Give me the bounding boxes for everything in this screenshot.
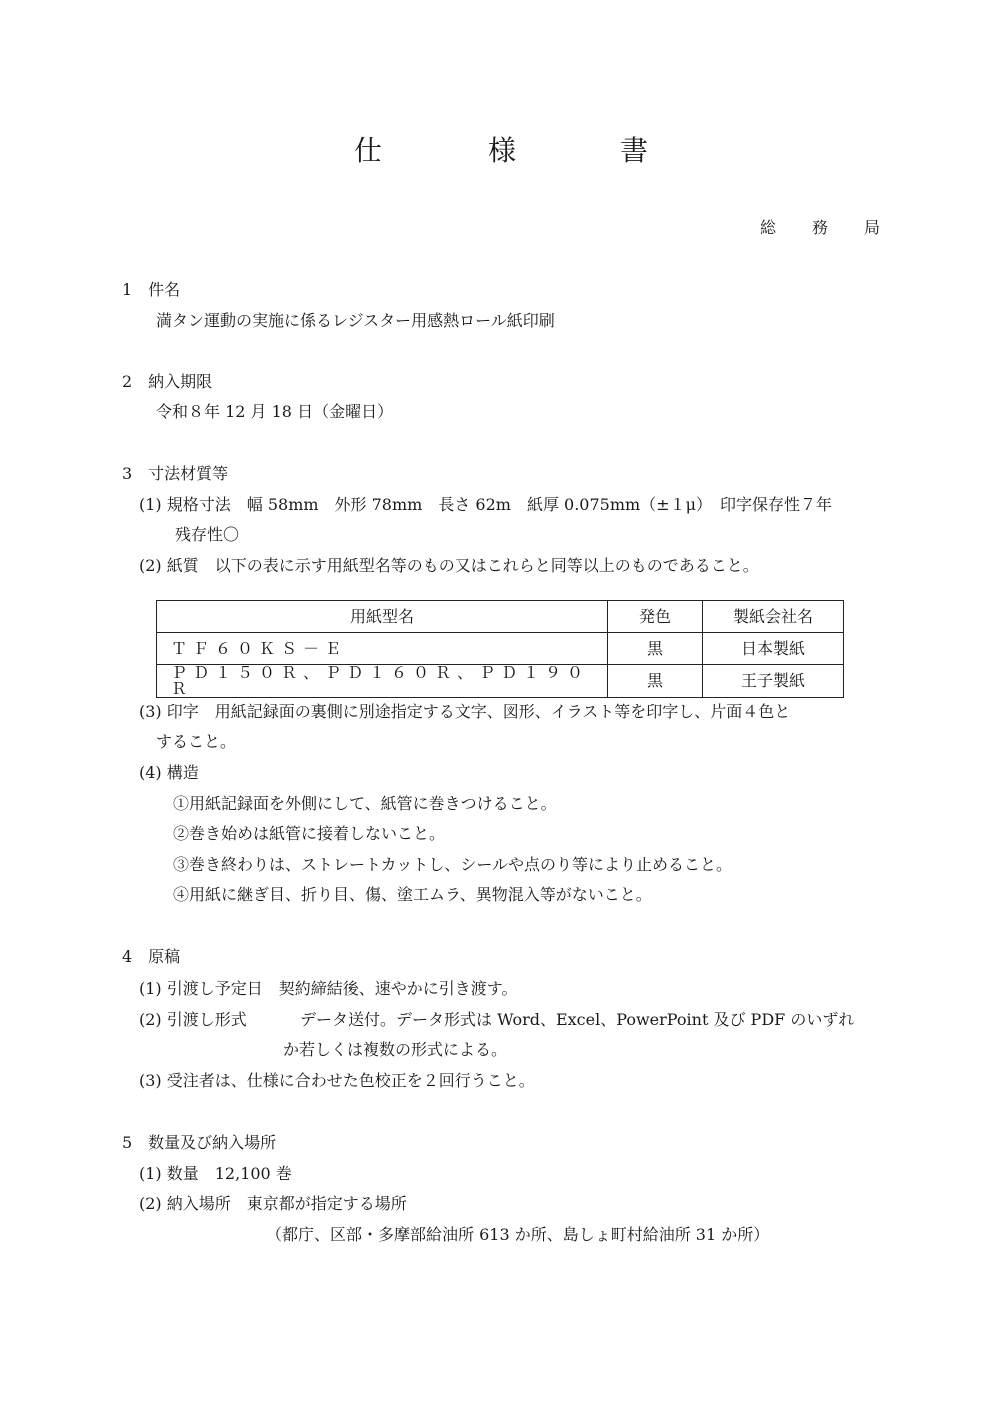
department-char: 務 xyxy=(812,218,829,237)
section-4-item-2: データ送付。データ形式は Word、Excel、PowerPoint 及び PDF のいずれ xyxy=(300,1010,855,1029)
paper-spec-table xyxy=(156,600,844,698)
table-cell: 黒 xyxy=(608,665,703,698)
section-3-item-2: (2) 紙質 以下の表に示す用紙型名等のもの又はこれらと同等以上のものであること。 xyxy=(139,556,759,575)
section-3-item-1: (1) 規格寸法 幅 58mm 外形 78mm 長さ 62m 紙厚 0.075mm（±１μ） 印字保存性７年 xyxy=(139,495,832,514)
section-5-item-1: (1) 数量 12,100 巻 xyxy=(139,1164,292,1183)
section-5-heading: 5 数量及び納入場所 xyxy=(122,1133,277,1152)
table-header-cell: 製紙会社名 xyxy=(703,601,844,633)
section-3-item-3-cont: すること。 xyxy=(156,732,237,751)
table-header-cell: 発色 xyxy=(608,601,703,633)
section-3-item-1-cont: 残存性〇 xyxy=(175,525,240,544)
list-item: ④用紙に継ぎ目、折り目、傷、塗工ムラ、異物混入等がないこと。 xyxy=(173,885,652,904)
title-char: 様 xyxy=(488,134,517,167)
department-char: 局 xyxy=(864,218,881,237)
title-char: 書 xyxy=(620,134,649,167)
section-1-body: 満タン運動の実施に係るレジスター用感熱ロール紙印刷 xyxy=(156,311,555,330)
section-5-item-2: (2) 納入場所 東京都が指定する場所 xyxy=(139,1194,407,1213)
table-cell: 黒 xyxy=(608,633,703,665)
table-row xyxy=(157,665,844,698)
section-3-item-4-heading: (4) 構造 xyxy=(139,763,199,782)
table-cell: 王子製紙 xyxy=(703,665,844,698)
table-cell: ＴＦ６０ＫＳ－Ｅ xyxy=(157,633,608,665)
table-cell: 日本製紙 xyxy=(703,633,844,665)
section-4-item-2-label: (2) 引渡し形式 xyxy=(139,1010,247,1029)
list-item: ③巻き終わりは、ストレートカットし、シールや点のり等により止めること。 xyxy=(173,855,733,874)
department-char: 総 xyxy=(760,218,777,237)
list-item: ①用紙記録面を外側にして、紙管に巻きつけること。 xyxy=(173,794,557,813)
list-item: ②巻き始めは紙管に接着しないこと。 xyxy=(173,824,446,843)
section-2-heading: 2 納入期限 xyxy=(122,372,213,391)
title-char: 仕 xyxy=(354,134,383,167)
table-row xyxy=(157,633,844,665)
table-cell: ＰＤ１５０Ｒ、ＰＤ１６０Ｒ、ＰＤ１９０Ｒ xyxy=(157,665,608,698)
section-3-item-3: (3) 印字 用紙記録面の裏側に別途指定する文字、図形、イラスト等を印字し、片面４色と xyxy=(139,702,791,721)
section-4-item-1: (1) 引渡し予定日 契約締結後、速やかに引き渡す。 xyxy=(139,979,518,998)
table-header-cell: 用紙型名 xyxy=(157,601,608,633)
section-5-item-2-note: （都庁、区部・多摩部給油所 613 か所、島しょ町村給油所 31 か所） xyxy=(266,1225,770,1244)
section-2-body: 令和８年 12 月 18 日（金曜日） xyxy=(156,402,394,421)
table-header-row xyxy=(157,601,844,633)
section-4-item-3: (3) 受注者は、仕様に合わせた色校正を２回行うこと。 xyxy=(139,1071,535,1090)
section-1-heading: 1 件名 xyxy=(122,280,181,299)
section-3-heading: 3 寸法材質等 xyxy=(122,464,229,483)
section-4-item-2-cont: か若しくは複数の形式による。 xyxy=(283,1040,508,1059)
section-4-heading: 4 原稿 xyxy=(122,947,181,966)
